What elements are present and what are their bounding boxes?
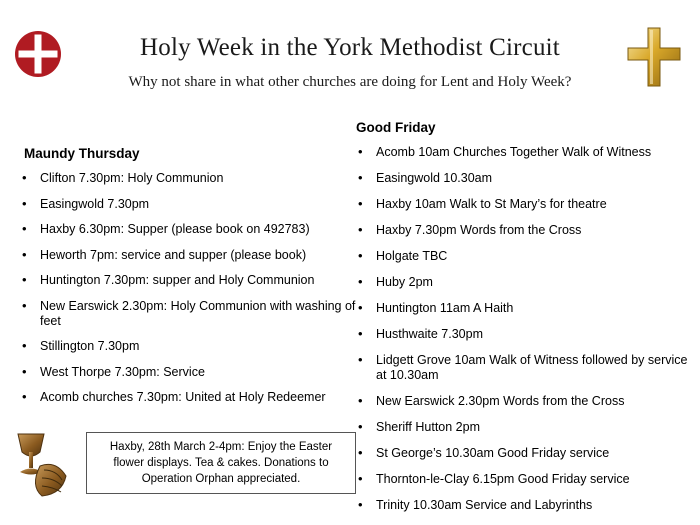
- page-header: [0, 0, 700, 112]
- good-friday-list: [356, 145, 700, 524]
- list-item: • Easingwold 10.30am: [356, 171, 700, 197]
- list-item: • Huntington 7.30pm: supper and Holy Communion: [20, 273, 356, 299]
- maundy-thursday-heading: Maundy Thursday: [24, 146, 140, 161]
- list-item: • Easingwold 7.30pm: [20, 197, 356, 223]
- list-item: • Huby 2pm: [356, 275, 700, 301]
- list-item: • Haxby 6.30pm: Supper (please book on 492783): [20, 222, 356, 248]
- list-item: • Huntington 11am A Haith: [356, 301, 700, 327]
- communion-chalice-graphic: [10, 424, 76, 504]
- easter-flower-note-text: Haxby, 28th March 2-4pm: Enjoy the Easter flower displays. Tea & cakes. Donations to Operation Orphan appreciated.: [109, 441, 333, 485]
- easter-flower-note-box: [86, 432, 356, 494]
- list-item: • Holgate TBC: [356, 249, 700, 275]
- list-item: • Lidgett Grove 10am Walk of Witness followed by service at 10.30am: [356, 353, 700, 394]
- list-item: • New Earswick 2.30pm: Holy Communion with washing of feet: [20, 299, 356, 340]
- methodist-circle-cross-logo: [14, 30, 62, 78]
- page-title: Holy Week in the York Methodist Circuit: [140, 34, 560, 61]
- list-item: • Acomb churches 7.30pm: United at Holy Redeemer: [20, 390, 356, 416]
- good-friday-column: [356, 120, 700, 524]
- list-item: • Acomb 10am Churches Together Walk of Witness: [356, 145, 700, 171]
- list-item: • Haxby 10am Walk to St Mary’s for theatre: [356, 197, 700, 223]
- list-item: • Stillington 7.30pm: [20, 339, 356, 365]
- good-friday-heading: Good Friday: [356, 120, 436, 135]
- list-item: • St George’s 10.30am Good Friday service: [356, 446, 700, 472]
- list-item: • Clifton 7.30pm: Holy Communion: [20, 171, 356, 197]
- list-item: • Heworth 7pm: service and supper (please book): [20, 248, 356, 274]
- list-item: • Trinity 10.30am Service and Labyrinths: [356, 498, 700, 524]
- gold-cross-graphic: [626, 26, 682, 88]
- list-item: • West Thorpe 7.30pm: Service: [20, 365, 356, 391]
- list-item: • Thornton-le-Clay 6.15pm Good Friday service: [356, 472, 700, 498]
- list-item: • Sheriff Hutton 2pm: [356, 420, 700, 446]
- list-item: • Husthwaite 7.30pm: [356, 327, 700, 353]
- maundy-thursday-list: [20, 171, 356, 416]
- list-item: • Haxby 7.30pm Words from the Cross: [356, 223, 700, 249]
- page-subtitle: Why not share in what other churches are doing for Lent and Holy Week?: [128, 74, 572, 90]
- list-item: • New Earswick 2.30pm Words from the Cross: [356, 394, 700, 420]
